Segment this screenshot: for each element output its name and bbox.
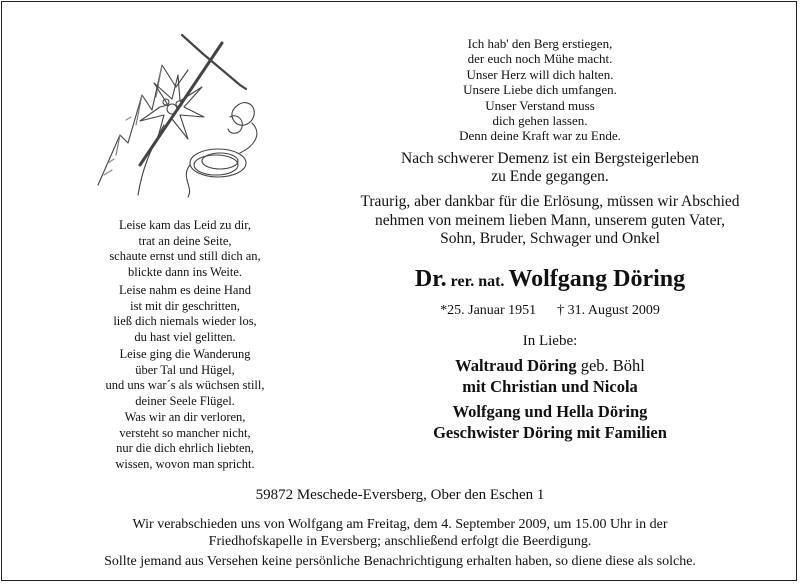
- poem-line: Unser Herz will dich halten.: [466, 66, 614, 82]
- cross-icon: †: [557, 303, 565, 318]
- left-verse-stanza-3: [70, 347, 300, 409]
- service-line: Friedhofskapelle in Eversberg; anschließend erfolgt die Beerdigung.: [208, 534, 592, 549]
- farewell-text: [300, 193, 800, 249]
- intro: [300, 150, 800, 186]
- poem: [405, 36, 675, 144]
- poem-line: Denn deine Kraft war zu Ende.: [459, 128, 621, 144]
- life-dates: [300, 303, 800, 319]
- maiden-name: geb. Böhl: [580, 356, 645, 375]
- intro-line: Nach schwerer Demenz ist ein Bergsteigerleben: [401, 150, 699, 167]
- verse-line: über Tal und Hügel,: [135, 362, 235, 377]
- verse-line: versteht so mancher nicht,: [119, 425, 251, 440]
- birth-date: 25. Januar 1951: [447, 303, 537, 318]
- verse-line: Leise kam das Leid zu dir,: [118, 218, 252, 232]
- poem-line: Unser Verstand muss: [485, 97, 595, 113]
- mourners-heading: [300, 333, 800, 350]
- notice-line: Sollte jemand aus Versehen keine persönliche Benachrichtigung erhalten haben, so diene diese als solche.: [104, 554, 696, 569]
- verse-line: und uns war´s als wüchsen still,: [105, 378, 265, 393]
- left-verse-stanza-2: [70, 283, 300, 345]
- address: [0, 487, 800, 504]
- title-rer-nat: rer. nat.: [450, 273, 505, 290]
- verse-line: ist mit dir geschritten,: [130, 298, 240, 313]
- mourner-line: Wolfgang und Hella Döring: [452, 402, 648, 421]
- service-info: [0, 516, 800, 550]
- poem-line: der euch noch Mühe macht.: [467, 51, 613, 67]
- mourner-name: Waltraud Döring: [455, 356, 577, 375]
- deceased-name-line: [300, 266, 800, 293]
- deceased-name: Wolfgang Döring: [508, 266, 686, 292]
- service-line: Wir verabschieden uns von Wolfgang am Freitag, dem 4. September 2009, um 15.00 Uhr in der: [132, 517, 668, 532]
- verse-line: trat an deine Seite,: [138, 233, 232, 248]
- intro-line: zu Ende gegangen.: [491, 168, 609, 185]
- address-line: 59872 Meschede-Eversberg, Ober den Eschen 1: [255, 487, 545, 503]
- mourner-line: Geschwister Döring mit Familien: [433, 422, 667, 442]
- birth-symbol: *: [440, 303, 448, 318]
- in-liebe-heading: In Liebe:: [522, 333, 578, 349]
- verse-line: nur die dich ehrlich liebten,: [116, 441, 254, 456]
- poem-line: Ich hab' den Berg erstiegen,: [467, 36, 613, 51]
- farewell-line: Traurig, aber dankbar für die Erlösung, müssen wir Abschied: [360, 193, 740, 210]
- farewell-line: nehmen von meinem lieben Mann, unserem guten Vater,: [375, 211, 725, 229]
- verse-line: du hast viel gelitten.: [134, 329, 236, 344]
- mountain-edelweiss-drawing: [90, 25, 280, 210]
- mourner-line: mit Christian und Nicola: [462, 376, 638, 396]
- poem-line: Unsere Liebe dich umfangen.: [463, 82, 617, 98]
- verse-line: Leise nahm es deine Hand: [119, 283, 251, 297]
- notice: [0, 554, 800, 570]
- farewell-line: Sohn, Bruder, Schwager und Onkel: [440, 230, 660, 247]
- mourners: [300, 356, 800, 443]
- verse-line: wissen, wovon man spricht.: [115, 456, 255, 471]
- verse-line: ließ dich niemals wieder los,: [113, 314, 257, 329]
- death-date: 31. August 2009: [567, 303, 660, 318]
- left-verse-stanza-4: [70, 410, 300, 472]
- title-dr: Dr.: [414, 266, 447, 292]
- verse-line: schaute ernst und still dich an,: [109, 249, 261, 264]
- verse-line: blickte dann ins Weite.: [127, 264, 242, 279]
- verse-line: Was wir an dir verloren,: [124, 410, 246, 424]
- verse-line: Leise ging die Wanderung: [119, 347, 251, 361]
- left-verse-stanza-1: [70, 218, 300, 280]
- verse-line: deiner Seele Flügel.: [135, 393, 235, 408]
- poem-line: dich gehen lassen.: [492, 113, 588, 129]
